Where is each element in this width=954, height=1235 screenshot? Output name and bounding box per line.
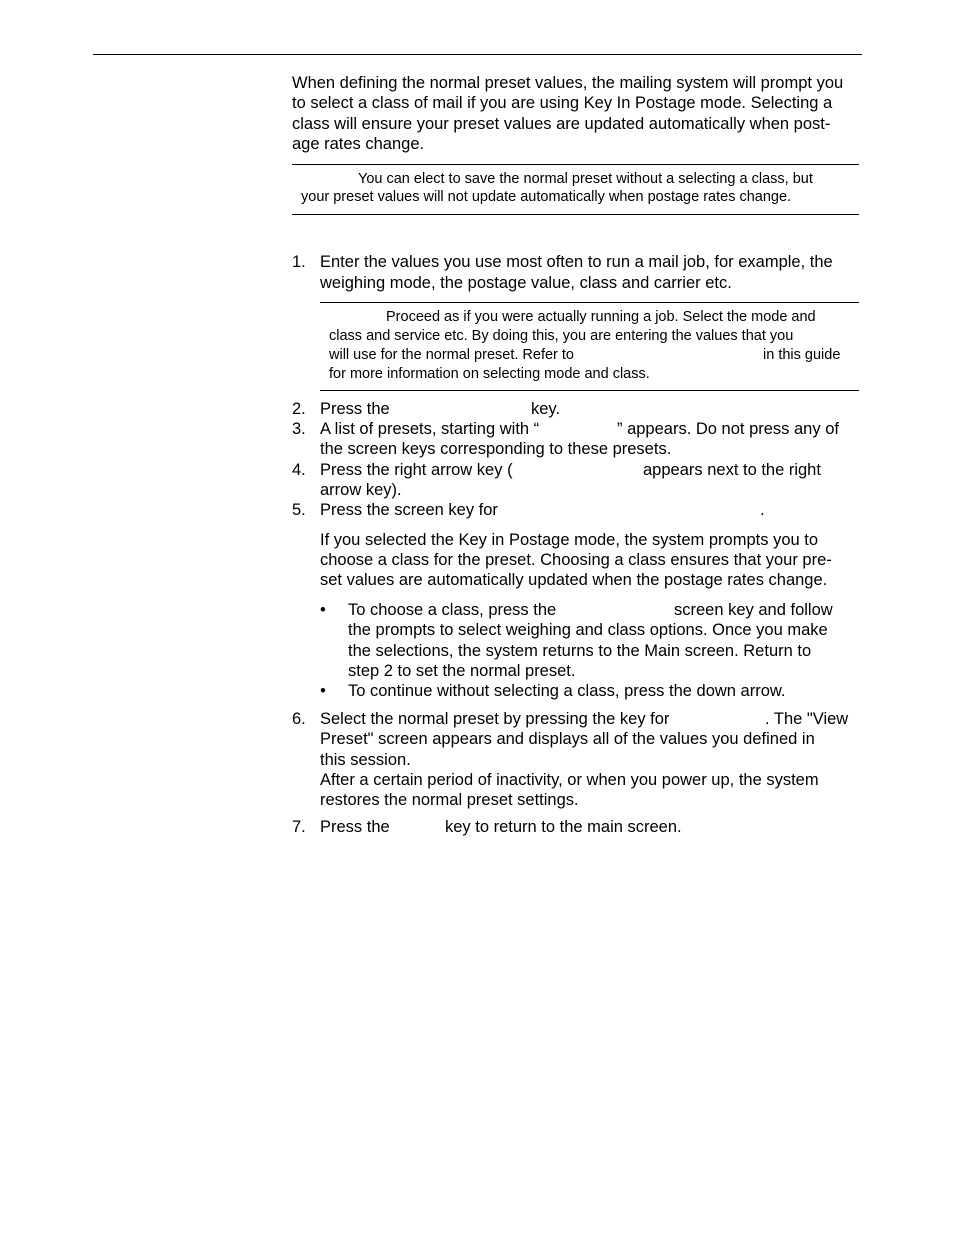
note1-line-2: your preset values will not update automatically when postage rates change. xyxy=(301,189,792,205)
bullet1-line-2: the prompts to select weighing and class options. Once you make xyxy=(348,621,828,639)
step4-text-a: Press the right arrow key ( xyxy=(320,461,513,479)
step6-line-5: restores the normal preset settings. xyxy=(320,791,579,809)
note2-line-3b: in this guide xyxy=(763,347,841,363)
intro-line-2: to select a class of mail if you are using Key In Postage mode. Selecting a xyxy=(292,94,833,112)
step-number: 6. xyxy=(292,710,306,728)
bullet-mark: • xyxy=(320,601,326,619)
intro-line-4: age rates change. xyxy=(292,135,425,153)
step2-text-b: key. xyxy=(531,400,561,418)
para5-line-2: choose a class for the preset. Choosing a class ensures that your pre- xyxy=(320,551,832,569)
para5-line-3: set values are automatically updated when the postage rates change. xyxy=(320,571,828,589)
step4-text-b: appears next to the right xyxy=(643,461,821,479)
note-rule-bottom xyxy=(292,214,859,215)
step5-text-b: . xyxy=(760,501,765,519)
step7-text-a: Press the xyxy=(320,818,390,836)
step1-line-1: Enter the values you use most often to run a mail job, for example, the xyxy=(320,253,833,271)
note-rule-top xyxy=(292,164,859,165)
step-number: 7. xyxy=(292,818,306,836)
step6-line-3: this session. xyxy=(320,751,411,769)
note2-line-2: class and service etc. By doing this, you are entering the values that you xyxy=(329,328,794,344)
note1-line-1: You can elect to save the normal preset without a selecting a class, but xyxy=(358,171,813,187)
step4-text-c: arrow key). xyxy=(320,481,402,499)
step3-text-a: A list of presets, starting with “ xyxy=(320,420,540,438)
step6-text-b: . The "View xyxy=(765,710,849,728)
bullet1-line-3: the selections, the system returns to the Main screen. Return to xyxy=(348,642,812,660)
step-number: 4. xyxy=(292,461,306,479)
note2-line-4: for more information on selecting mode and class. xyxy=(329,366,650,382)
note2-rule-bottom xyxy=(320,390,859,391)
step2-text-a: Press the xyxy=(320,400,390,418)
intro-line-3: class will ensure your preset values are updated automatically when post- xyxy=(292,115,831,133)
step6-line-4: After a certain period of inactivity, or when you power up, the system xyxy=(320,771,819,789)
bullet-mark: • xyxy=(320,682,326,700)
step-number: 2. xyxy=(292,400,306,418)
step6-text-a: Select the normal preset by pressing the key for xyxy=(320,710,670,728)
step3-text-c: the screen keys corresponding to these presets. xyxy=(320,440,672,458)
step-number: 5. xyxy=(292,501,306,519)
step1-line-2: weighing mode, the postage value, class and carrier etc. xyxy=(320,274,732,292)
step-number: 3. xyxy=(292,420,306,438)
step5-text-a: Press the screen key for xyxy=(320,501,498,519)
intro-line-1: When defining the normal preset values, the mailing system will prompt you xyxy=(292,74,844,92)
note2-rule-top xyxy=(320,302,859,303)
step6-line-2: Preset" screen appears and displays all of the values you defined in xyxy=(320,730,815,748)
para5-line-1: If you selected the Key in Postage mode, the system prompts you to xyxy=(320,531,819,549)
bullet1-text-b: screen key and follow xyxy=(674,601,833,619)
note2-line-1: Proceed as if you were actually running a job. Select the mode and xyxy=(386,309,816,325)
step7-text-b: key to return to the main screen. xyxy=(445,818,682,836)
note2-line-3: will use for the normal preset. Refer to xyxy=(329,347,574,363)
step3-text-b: ” appears. Do not press any of xyxy=(617,420,839,438)
header-rule xyxy=(93,54,862,55)
step-number: 1. xyxy=(292,253,306,271)
bullet2-text: To continue without selecting a class, press the down arrow. xyxy=(348,682,786,700)
bullet1-line-4: step 2 to set the normal preset. xyxy=(348,662,576,680)
bullet1-text-a: To choose a class, press the xyxy=(348,601,557,619)
